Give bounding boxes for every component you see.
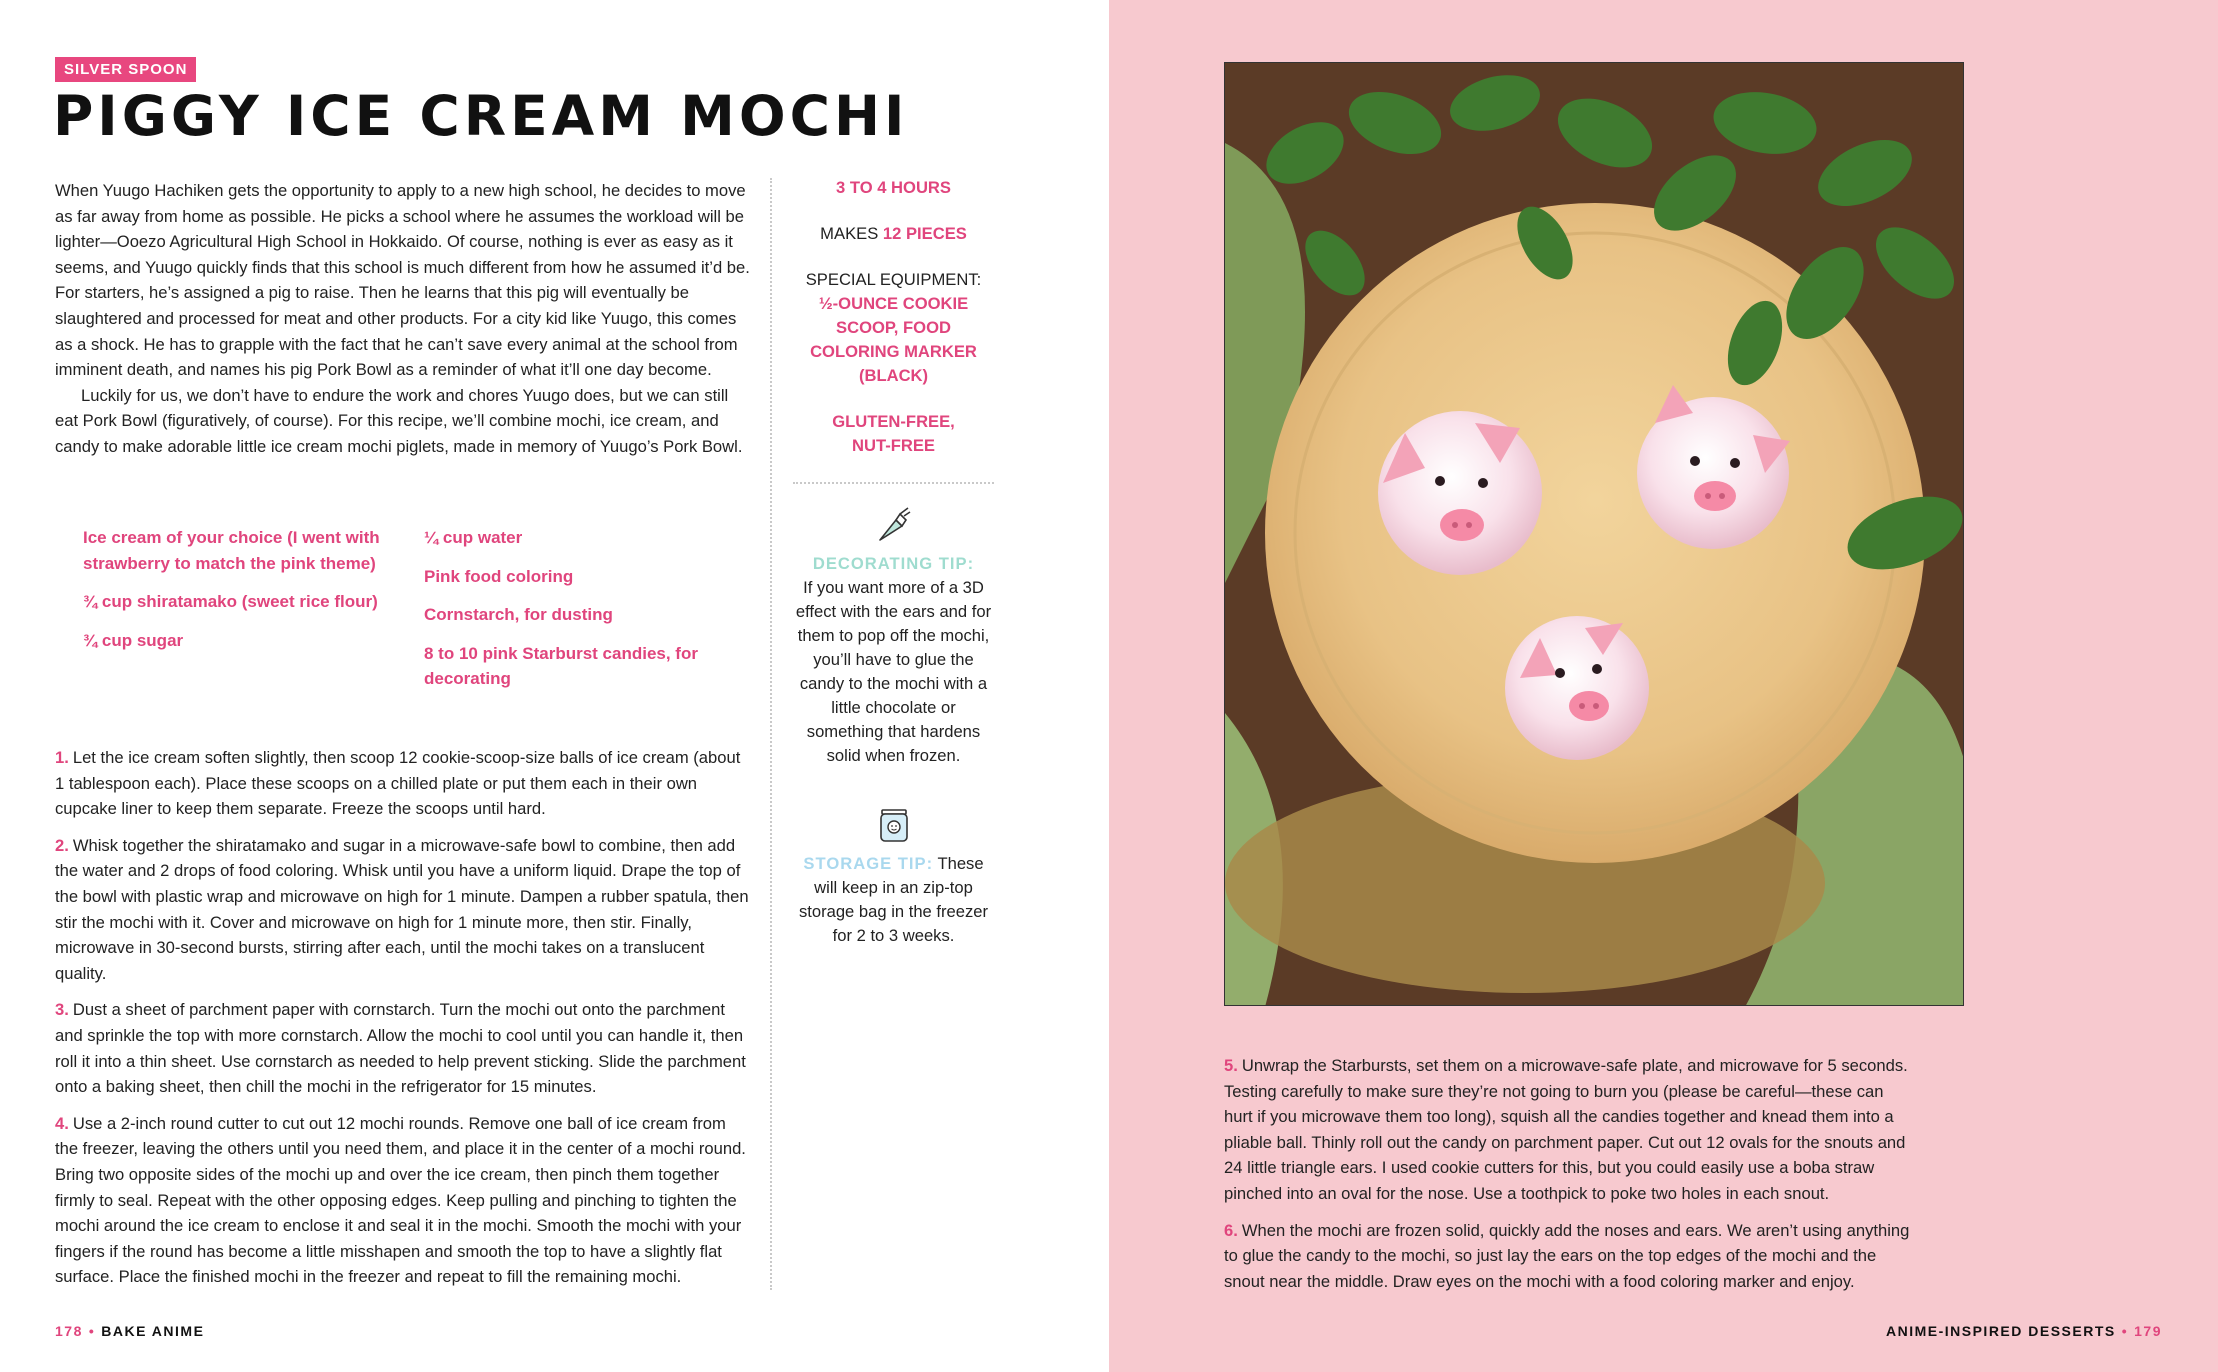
ingredient-item: Pink food coloring <box>424 566 574 586</box>
ingredient-item: ¾ cup sugar <box>83 630 184 650</box>
right-folio <box>1886 1323 2162 1339</box>
ingredient-item: ¼ cup water <box>424 528 523 547</box>
step-text: When the mochi are frozen solid, quickly add the noses and ears. We aren’t using anything to glue the candy to the mochi, so just lay the ears on the top edges of the mochi and the snout near the middle. Draw eyes on the mochi with a food coloring marker and enjoy. <box>1224 1220 1910 1291</box>
step-number: 5. <box>1224 1056 1238 1075</box>
intro-text <box>55 178 750 460</box>
piggy-mochi <box>1505 616 1649 760</box>
ingredient-item: Ice cream of your choice (I went with strawberry to match the pink theme) <box>83 528 380 573</box>
method-step <box>55 997 750 1099</box>
prep-time: 3 TO 4 HOURS <box>836 178 951 197</box>
method-step <box>1224 1053 1910 1207</box>
step-number: 2. <box>55 835 69 855</box>
method-steps-continued <box>1224 1053 1910 1305</box>
step-text: Unwrap the Starbursts, set them on a microwave-safe plate, and microwave for 5 seconds. Testing carefully to make sure they’re not going to burn you (please be careful—these can hurt if you microwave them too long), squish all the candies together and knead them into a pliable ball. Thinly roll out the candy on parchment paper. Cut out 12 ovals for the snouts and 24 little triangle ears. I used cookie cutters for this, but you could easily use a boba straw pinched into an oval for the nose. Use a toothpick to poke two holes in each snout. <box>1224 1056 1908 1203</box>
step-text: Use a 2-inch round cutter to cut out 12 mochi rounds. Remove one ball of ice cream from the freezer, leaving the others until you need them, and place it in the center of a mochi round. Bring two opposite sides of the mochi up and over the ice cream, then pinch them together firmly to seal. Repeat with the other opposing edges. Keep pulling and pinching to tighten the mochi around the ice cream to enclose it and seal it in the mochi. Smooth the mochi with your fingers if the round has become a little misshapen and smooth the top to have a slightly flat surface. Place the finished mochi in the freezer and repeat to fill the remaining mochi. <box>55 1113 746 1287</box>
dietary-info: GLUTEN-FREE, NUT-FREE <box>832 412 955 455</box>
storage-tip <box>787 852 1000 948</box>
folio-separator: • <box>2121 1323 2129 1339</box>
step-number: 1. <box>55 748 69 767</box>
storage-tip-label: STORAGE TIP: <box>803 854 934 873</box>
yield-value: 12 PIECES <box>882 224 967 243</box>
intro-paragraph: Luckily for us, we don’t have to endure the work and chores Yuugo does, but we can still eat Pork Bowl (figuratively, of course). For this recipe, we’ll combine mochi, ice cream, and candy to make adorable little ice cream mochi piglets, made in memory of Yuugo’s Pork Bowl. <box>55 385 743 456</box>
method-step <box>1224 1218 1910 1295</box>
piggy-mochi <box>1378 411 1542 575</box>
section-title: ANIME-INSPIRED DESSERTS <box>1885 1323 2116 1339</box>
piggy-mochi-photo <box>1225 63 1964 1006</box>
book-title: BAKE ANIME <box>101 1323 205 1339</box>
decorating-tip-label: DECORATING TIP: <box>812 554 975 573</box>
method-step <box>55 833 750 987</box>
left-folio <box>55 1323 204 1339</box>
ingredient-item: 8 to 10 pink Starburst candies, for decorating <box>424 643 698 688</box>
recipe-sidebar <box>787 176 1000 948</box>
step-text: Dust a sheet of parchment paper with cornstarch. Turn the mochi out onto the parchment and sprinkle the top with more cornstarch. Allow the mochi to cool until you can handle it, then roll it into a thin sheet. Use cornstarch as needed to help prevent sticking. Slide the parchment onto a baking sheet, then chill the mochi in the refrigerator for 15 minutes. <box>55 1000 746 1097</box>
step-number: 4. <box>55 1113 69 1133</box>
ingredients-list <box>83 525 723 705</box>
method-step <box>55 1111 750 1290</box>
step-number: 6. <box>1224 1220 1238 1240</box>
equipment-value: ½-OUNCE COOKIE SCOOP, FOOD COLORING MARKER (BLACK) <box>810 294 977 385</box>
series-tag: SILVER SPOON <box>55 57 196 82</box>
special-equipment <box>787 268 1000 388</box>
recipe-photo <box>1224 62 1964 1006</box>
ingredients-column <box>83 525 382 705</box>
yield-label: MAKES <box>820 224 883 243</box>
step-number: 3. <box>55 1000 69 1020</box>
step-text: Let the ice cream soften slightly, then scoop 12 cookie-scoop-size balls of ice cream (about 1 tablespoon each). Place these scoops on a chilled plate or put them each in their own cupcake liner to keep them separate. Freeze the scoops until hard. <box>55 748 741 819</box>
ingredient-item: Cornstarch, for dusting <box>424 605 613 624</box>
storage-tip-text: These will keep in an zip-top storage bag in the freezer for 2 to 3 weeks. <box>798 854 989 945</box>
page-number: 178 <box>55 1323 83 1339</box>
ingredients-column <box>424 525 723 705</box>
method-steps <box>55 745 750 1301</box>
folio-separator: • <box>88 1323 96 1339</box>
step-text: Whisk together the shiratamako and sugar in a microwave-safe bowl to combine, then add the water and 2 drops of food coloring. Whisk until you have a uniform liquid. Drape the top of the bowl with plastic wrap and microwave on high for 1 minute. Dampen a rubber spatula, then stir the mochi with it. Cover and microwave on high for 1 minute more, then stir. Finally, microwave in 30-second bursts, stirring after each, until the mochi takes on a translucent quality. <box>55 835 749 983</box>
method-step <box>55 745 750 822</box>
decorating-tip <box>787 552 1000 768</box>
recipe-title: PIGGY ICE CREAM MOCHI <box>53 84 909 148</box>
decorating-tip-text: If you want more of a 3D effect with the ears and for them to pop off the mochi, you’ll have to glue the candy to the mochi with a little chocolate or something that hardens solid when frozen. <box>795 578 992 765</box>
yield <box>787 222 1000 246</box>
column-divider <box>770 178 772 1290</box>
ingredient-item: ¾ cup shiratamako (sweet rice flour) <box>83 592 378 611</box>
section-divider <box>793 482 994 484</box>
piping-bag-icon <box>874 504 914 544</box>
equipment-label: SPECIAL EQUIPMENT: <box>805 270 982 289</box>
intro-paragraph: When Yuugo Hachiken gets the opportunity to apply to a new high school, he decides to move as far away from home as possible. He picks a school where he assumes the workload will be lighter—Ooezo Agricultural High School in Hokkaido. Of course, nothing is ever as easy as it seems, and Yuugo quickly finds that this school is much different from how he assumed it’d be. For starters, he’s assigned a pig to raise. Then he learns that this pig will eventually be slaughtered and processed for meat and other products. For a city kid like Yuugo, this comes as a shock. He has to grapple with the fact that he can’t save every animal at the school from imminent death, and names his pig Pork Bowl as a reminder of what it’ll one day become. <box>55 181 750 380</box>
storage-jar-icon <box>878 804 910 844</box>
page-number: 179 <box>2134 1323 2162 1339</box>
